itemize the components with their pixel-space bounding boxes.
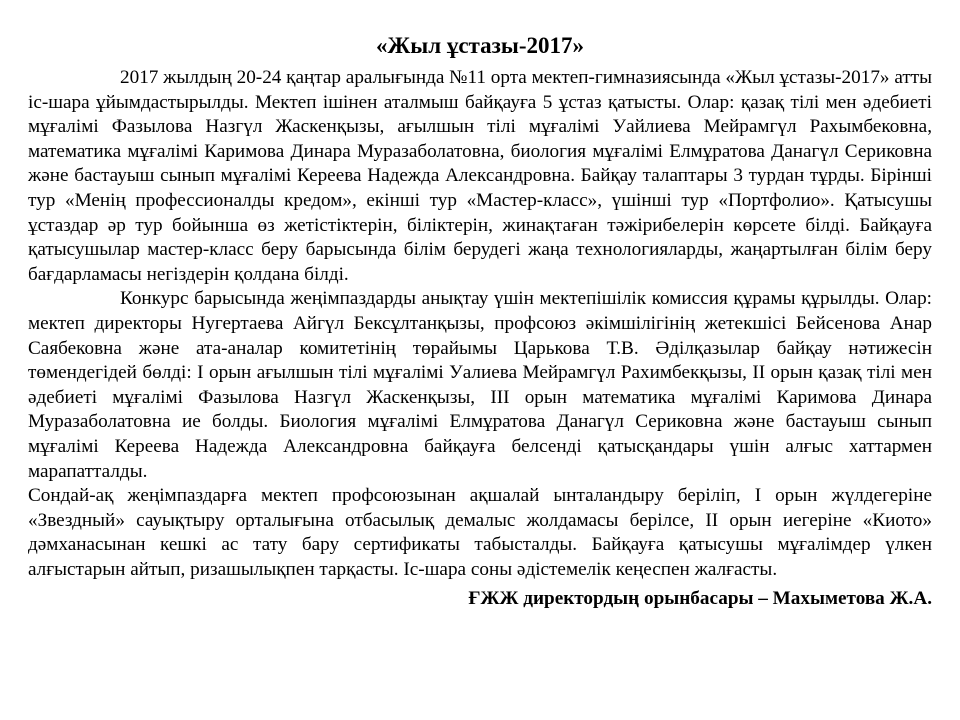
- paragraph-2: Конкурс барысында жеңімпаздарды анықтау үшін мектепішілік комиссия құрамы құрылды. Олар: мектеп директоры Нугертаева Айгүл Бексұлтанқызы, профсоюз әкімшілігінің жетекшісі Бейсенова Анар Саябековна және ата-аналар комитетінің төрайымы Царькова Т.В. Әділқазылар байқау нәтижесін төмендегідей бөлді: І орын ағылшын тілі мұғалімі Уалиева Мейрамгүл Рахимбекқызы, ІІ орын қазақ тілі мен әдебиеті мұғалімі Фазылова Назгүл Жаскенқызы, ІІІ орын математика мұғалімі Каримова Динара Муразаболатовна ие болды. Биология мұғалімі Елмұратова Данагүл Сериковна және бастауыш сынып мұғалімі Кереева Надежда Александровна байқауға белсенді қатысқандары үшін алғыс хаттармен марапатталды.: [28, 288, 932, 482]
- paragraph-3: Сондай-ақ жеңімпаздарға мектеп профсоюзынан ақшалай ынталандыру беріліп, І орын жүлдегеріне «Звездный» сауықтыру орталығына отбасылық демалыс жолдамасы берілсе, ІІ орын иегеріне «Киото» дәмханасынан кешкі ас тату бару сертификаты табысталды. Байқауға қатысушы мұғалімдер үлкен алғыстарын айтып, ризашылықпен тарқасты. Іс-шара соны әдістемелік кеңеспен жалғасты.: [28, 485, 932, 580]
- signature-line: ҒЖЖ директордың орынбасары – Махыметова Ж.А.: [468, 588, 932, 610]
- document-title: «Жыл ұстазы-2017»: [376, 33, 584, 58]
- document-page: [28, 30, 932, 612]
- paragraph-1: 2017 жылдың 20-24 қаңтар аралығында №11 орта мектеп-гимназиясында «Жыл ұстазы-2017» атты іс-шара ұйымдастырылды. Мектеп ішінен аталмыш байқауға 5 ұстаз қатысты. Олар: қазақ тілі мен әдебиеті мұғалімі Фазылова Назгүл Жаскенқызы, ағылшын тілі мұғалімі Уайлиева Мейрамгүл Рахымбековна, математика мұғалімі Каримова Динара Муразаболатовна, биология мұғалімі Елмұратова Данагүл Сериковна және бастауыш сынып мұғалімі Кереева Надежда Александровна. Байқау талаптары 3 турдан тұрды. Бірінші тур «Менің профессионалды кредом», екінші тур «Мастер-класс», үшінші тур «Портфолио». Қатысушы ұстаздар әр тур бойынша өз жетістіктерін, біліктерін, жинақтаған тәжірибелерін көрсете білді. Байқауға қатысушылар мастер-класс беру барысында білім берудегі жаңа технологияларды, жаңартылған білім беру бағдарламасы негіздерін қолдана білді.: [28, 67, 933, 285]
